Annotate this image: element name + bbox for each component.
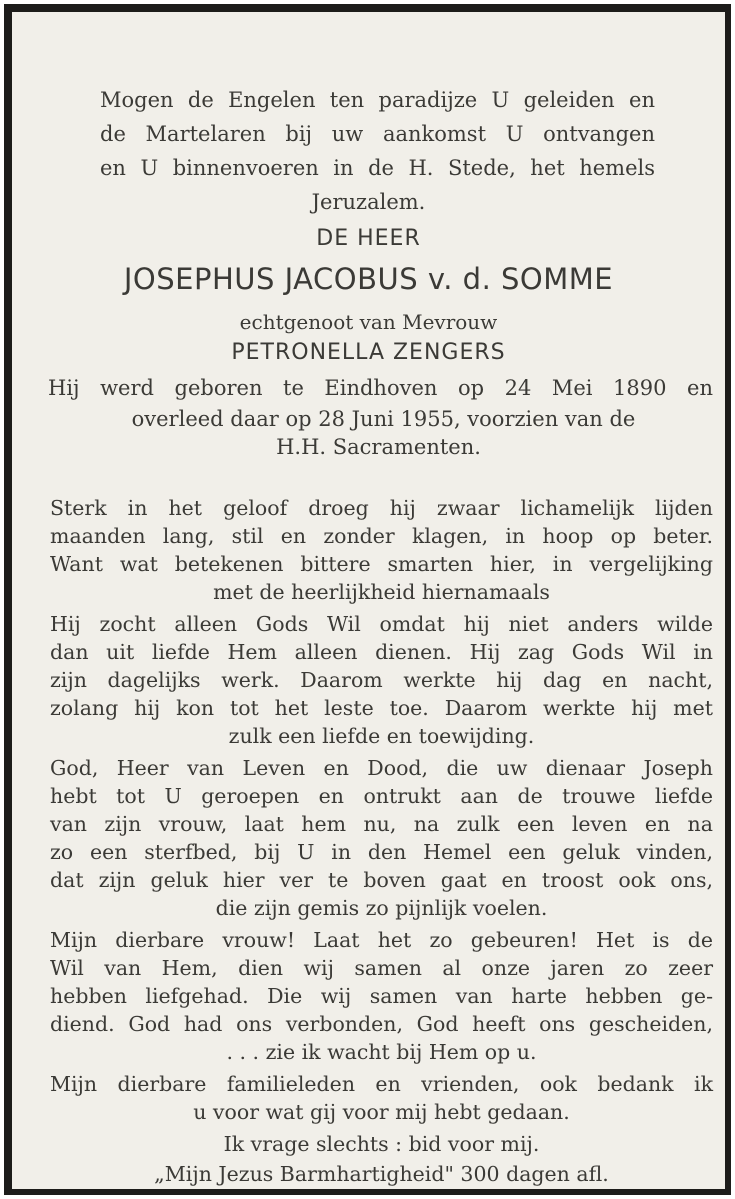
body-line: dat zijn geluk hier ver te boven gaat en troost ook ons, (50, 868, 713, 892)
body-line: zolang hij kon tot het leste toe. Daarom werkte hij met (50, 696, 713, 720)
body-line: Mijn dierbare vrouw! Laat het zo gebeuren! Het is de (50, 928, 713, 952)
body-line: dan uit liefde Hem alleen dienen. Hij zag Gods Wil in (50, 640, 713, 664)
body-line: van zijn vrouw, laat hem nu, na zulk een leven en na (50, 812, 713, 836)
prayer-line: de Martelaren bij uw aankomst U ontvangen (100, 122, 655, 146)
birth-death-line: overleed daar op 28 Juni 1955, voorzien van de (131, 407, 636, 431)
birth-death-line: Hij werd geboren te Eindhoven op 24 Mei 1890 en (48, 376, 713, 400)
body-line: met de heerlijkheid hiernamaals (213, 580, 550, 604)
birth-death-line: H.H. Sacramenten. (276, 435, 481, 459)
body-line: zulk een liefde en toewijding. (228, 724, 535, 748)
body-line: Sterk in het geloof droeg hij zwaar lichamelijk lijden (50, 496, 713, 520)
body-line: Mijn dierbare familieleden en vrienden, ook bedank ik (50, 1072, 713, 1096)
closing-request: Ik vrage slechts : bid voor mij. (223, 1132, 540, 1156)
body-line: zo een sterfbed, bij U in den Hemel een geluk vinden, (50, 840, 713, 864)
body-line: Wil van Hem, dien wij samen al onze jaren zo zeer (50, 956, 713, 980)
body-line: hebben liefgehad. Die wij samen van harte hebben ge- (50, 984, 713, 1008)
body-line: u voor wat gij voor mij hebt gedaan. (193, 1100, 570, 1124)
body-line: maanden lang, stil en zonder klagen, in hoop op beter. (50, 524, 713, 548)
body-line: Hij zocht alleen Gods Wil omdat hij niet anders wilde (50, 612, 713, 636)
honorific-title: DE HEER (316, 226, 421, 251)
memorial-card (4, 4, 731, 1195)
body-line: die zijn gemis zo pijnlijk voelen. (215, 896, 548, 920)
prayer-line: Jeruzalem. (311, 190, 426, 214)
deceased-name: JOSEPHUS JACOBUS v. d. SOMME (123, 262, 614, 296)
body-line: zijn dagelijks werk. Daarom werkte hij dag en nacht, (50, 668, 713, 692)
body-line: . . . zie ik wacht bij Hem op u. (226, 1040, 537, 1064)
indulgence-prayer: „Mijn Jezus Barmhartigheid" 300 dagen afl. (154, 1162, 609, 1186)
body-line: God, Heer van Leven en Dood, die uw dienaar Joseph (50, 756, 713, 780)
spouse-intro: echtgenoot van Mevrouw (239, 310, 498, 334)
prayer-line: en U binnenvoeren in de H. Stede, het hemels (100, 156, 655, 180)
spouse-name: PETRONELLA ZENGERS (231, 340, 506, 365)
prayer-line: Mogen de Engelen ten paradijze U geleiden en (100, 88, 655, 112)
body-line: Want wat betekenen bittere smarten hier, in vergelijking (50, 552, 713, 576)
card-paper (12, 12, 725, 1189)
body-line: diend. God had ons verbonden, God heeft ons gescheiden, (50, 1012, 713, 1036)
body-line: hebt tot U geroepen en ontrukt aan de trouwe liefde (50, 784, 713, 808)
